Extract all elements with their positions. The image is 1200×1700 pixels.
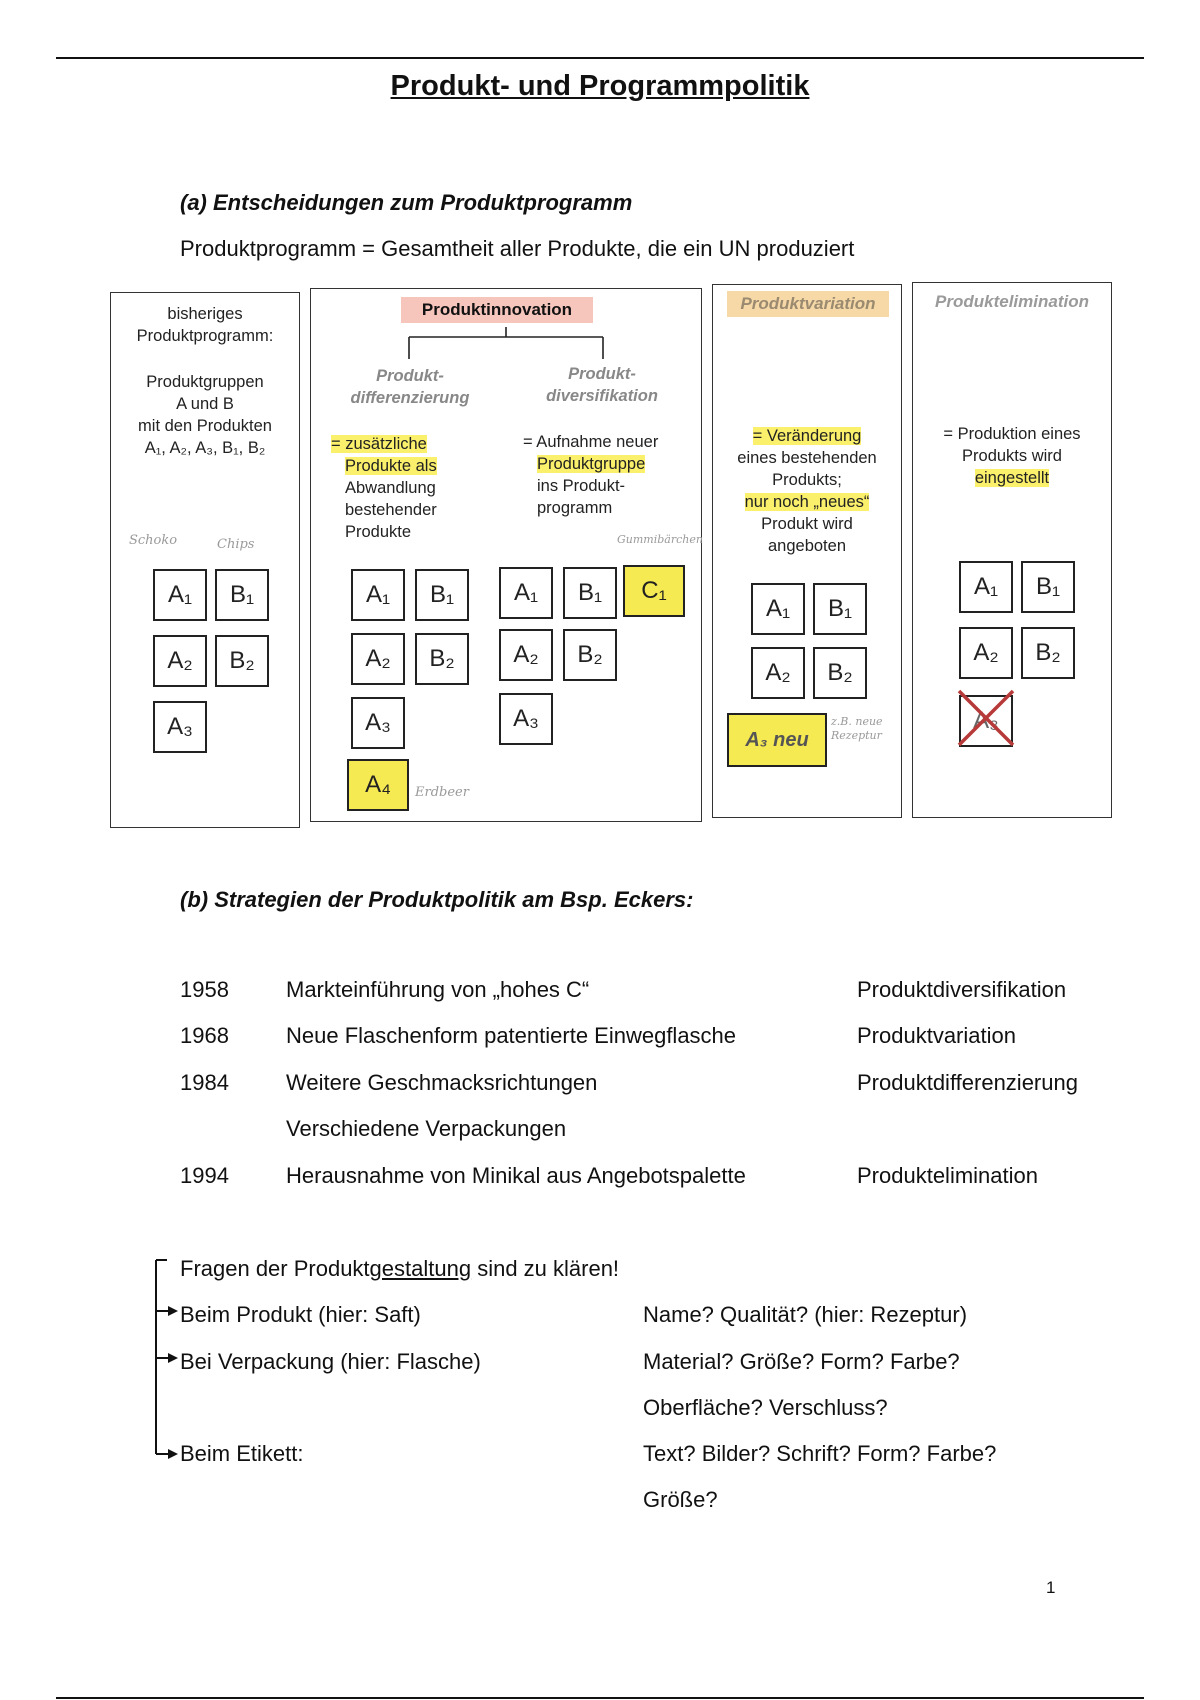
divers-title-2: diversifikation (546, 387, 658, 405)
page-title: Produkt- und Programmpolitik (390, 70, 810, 102)
row-1-desc: Markteinführung von „hohes C“ (286, 977, 590, 1002)
row-3-desc: Weitere Geschmacksrichtungen (286, 1070, 598, 1095)
divers-box-c1: C₁ (623, 565, 685, 617)
panel-elimination (912, 282, 1112, 818)
bottom-rule (56, 1697, 1144, 1699)
bisherig-desc-4: A₁, A₂, A₃, B₁, B₂ (144, 439, 266, 457)
panel-bisherig (110, 292, 300, 828)
row-5-year: 1994 (180, 1163, 229, 1188)
variation-text-5: Produkt wird (761, 515, 853, 533)
gestaltung-item-1-questions: Name? Qualität? (hier: Rezeptur) (643, 1302, 968, 1327)
product-box-a2: A₂ (153, 635, 207, 687)
gestaltung-intro-underlined: gestaltung (369, 1256, 472, 1281)
elimination-box-a1: A₁ (959, 561, 1013, 613)
diff-text-4: bestehender (345, 501, 437, 519)
diff-text-5: Produkte (345, 523, 412, 541)
variation-box-b2: B₂ (813, 647, 867, 699)
divers-text-4: programm (537, 499, 613, 517)
diff-box-a1: A₁ (351, 569, 405, 621)
divers-box-b1: B₁ (563, 567, 617, 619)
crossed-out-mark (953, 685, 1019, 751)
diff-text-3: Abwandlung (345, 479, 436, 497)
variation-box-b1: B₁ (813, 583, 867, 635)
elimination-header: Produktelimination (935, 292, 1089, 311)
hand-note-schoko: Schoko (129, 533, 178, 548)
innovation-header: Produktinnovation (401, 297, 593, 323)
row-5-strategy: Produktelimination (857, 1163, 1038, 1188)
hand-note-rezeptur: z.B. neue Rezeptur (831, 715, 883, 742)
gestaltung-intro (180, 1256, 619, 1282)
row-2-strategy: Produktvariation (857, 1023, 1016, 1048)
variation-text-6: angeboten (768, 537, 846, 555)
elimination-box-a3: A₃ (959, 695, 1013, 747)
elimination-box-a2: A₂ (959, 627, 1013, 679)
product-box-b2: B₂ (215, 635, 269, 687)
diff-text-2: Produkte als (345, 457, 437, 475)
variation-box-a1: A₁ (751, 583, 805, 635)
gestaltung-intro-after: sind zu klären! (471, 1256, 620, 1281)
page-number: 1 (1046, 1578, 1056, 1597)
gestaltung-item-2-questions-2: Oberfläche? Verschluss? (643, 1395, 888, 1420)
gestaltung-intro-before: Fragen der Produkt (180, 1256, 370, 1281)
divers-box-a3: A₃ (499, 693, 553, 745)
diff-box-a2: A₂ (351, 633, 405, 685)
row-3-year: 1984 (180, 1070, 229, 1095)
variation-text-2: eines bestehenden (737, 449, 877, 467)
row-1-strategy: Produktdiversifikation (857, 977, 1067, 1002)
divers-text-2: Produktgruppe (537, 455, 646, 473)
elimination-box-b2: B₂ (1021, 627, 1075, 679)
product-box-a3: A₃ (153, 701, 207, 753)
row-3-strategy: Produktdifferenzierung (857, 1070, 1078, 1095)
divers-text-3: ins Produkt- (537, 477, 626, 495)
product-box-a1: A₁ (153, 569, 207, 621)
top-rule (56, 57, 1144, 59)
product-box-b1: B₁ (215, 569, 269, 621)
elimination-text-1: = Produktion eines (943, 425, 1081, 443)
gestaltung-item-3-label: Beim Etikett: (180, 1441, 304, 1466)
bisherig-title-1: bisheriges (167, 305, 243, 323)
panel-variation (712, 284, 902, 818)
row-4-desc: Verschiedene Verpackungen (286, 1116, 567, 1141)
row-2-year: 1968 (180, 1023, 229, 1048)
variation-text-3: Produkts; (772, 471, 842, 489)
divers-title-1: Produkt- (568, 365, 636, 383)
variation-text-4: nur noch „neues“ (744, 493, 870, 511)
row-2-desc: Neue Flaschenform patentierte Einwegflasche (286, 1023, 737, 1048)
elimination-box-b1: B₁ (1021, 561, 1075, 613)
bisherig-desc-2: A und B (176, 395, 234, 413)
definition-text: Produktprogramm = Gesamtheit aller Produkte, die ein UN produziert (180, 236, 855, 261)
row-1-year: 1958 (180, 977, 229, 1002)
divers-box-a2: A₂ (499, 629, 553, 681)
divers-text-1-a: = Aufnahme neuer (523, 433, 659, 451)
divers-box-a1: A₁ (499, 567, 553, 619)
section-a-heading: (a) Entscheidungen zum Produktprogramm (180, 190, 633, 215)
gestaltung-bracket-arrows (138, 1258, 182, 1464)
divers-box-b2: B₂ (563, 629, 617, 681)
variation-box-a3-neu: A₃ neu (727, 713, 827, 767)
diff-box-a3: A₃ (351, 697, 405, 749)
elimination-text-3: eingestellt (974, 469, 1050, 487)
hand-note-gummi: Gummibärchen (617, 533, 703, 546)
bisherig-desc-3: mit den Produkten (138, 417, 272, 435)
section-b-heading: (b) Strategien der Produktpolitik am Bsp. Eckers: (180, 887, 694, 912)
row-5-desc: Herausnahme von Minikal aus Angebotspalette (286, 1163, 746, 1188)
gestaltung-item-3-questions-1: Text? Bilder? Schrift? Form? Farbe? (643, 1441, 997, 1466)
gestaltung-item-1-label: Beim Produkt (hier: Saft) (180, 1302, 421, 1327)
panel-innovation (310, 288, 702, 822)
gestaltung-item-2-label: Bei Verpackung (hier: Flasche) (180, 1349, 481, 1374)
product-program-diagram (108, 280, 1118, 830)
hand-note-chips: Chips (217, 537, 255, 552)
variation-box-a2: A₂ (751, 647, 805, 699)
gestaltung-item-2-questions-1: Material? Größe? Form? Farbe? (643, 1349, 960, 1374)
diff-box-b2: B₂ (415, 633, 469, 685)
variation-text-1: = Veränderung (752, 427, 862, 445)
bisherig-title-2: Produktprogramm: (136, 327, 274, 345)
divers-text-1 (523, 431, 658, 453)
gestaltung-item-3-questions-2: Größe? (643, 1487, 718, 1512)
diff-text-1: = zusätzliche (331, 435, 427, 453)
bisherig-desc-1: Produktgruppen (146, 373, 264, 391)
hand-note-erdbeer: Erdbeer (415, 785, 469, 800)
diff-title-2: differenzierung (350, 389, 470, 407)
variation-header: Produktvariation (727, 291, 889, 317)
elimination-text-2: Produkts wird (962, 447, 1062, 465)
diff-box-a4: A₄ (347, 759, 409, 811)
diff-title-1: Produkt- (376, 367, 444, 385)
diff-box-b1: B₁ (415, 569, 469, 621)
